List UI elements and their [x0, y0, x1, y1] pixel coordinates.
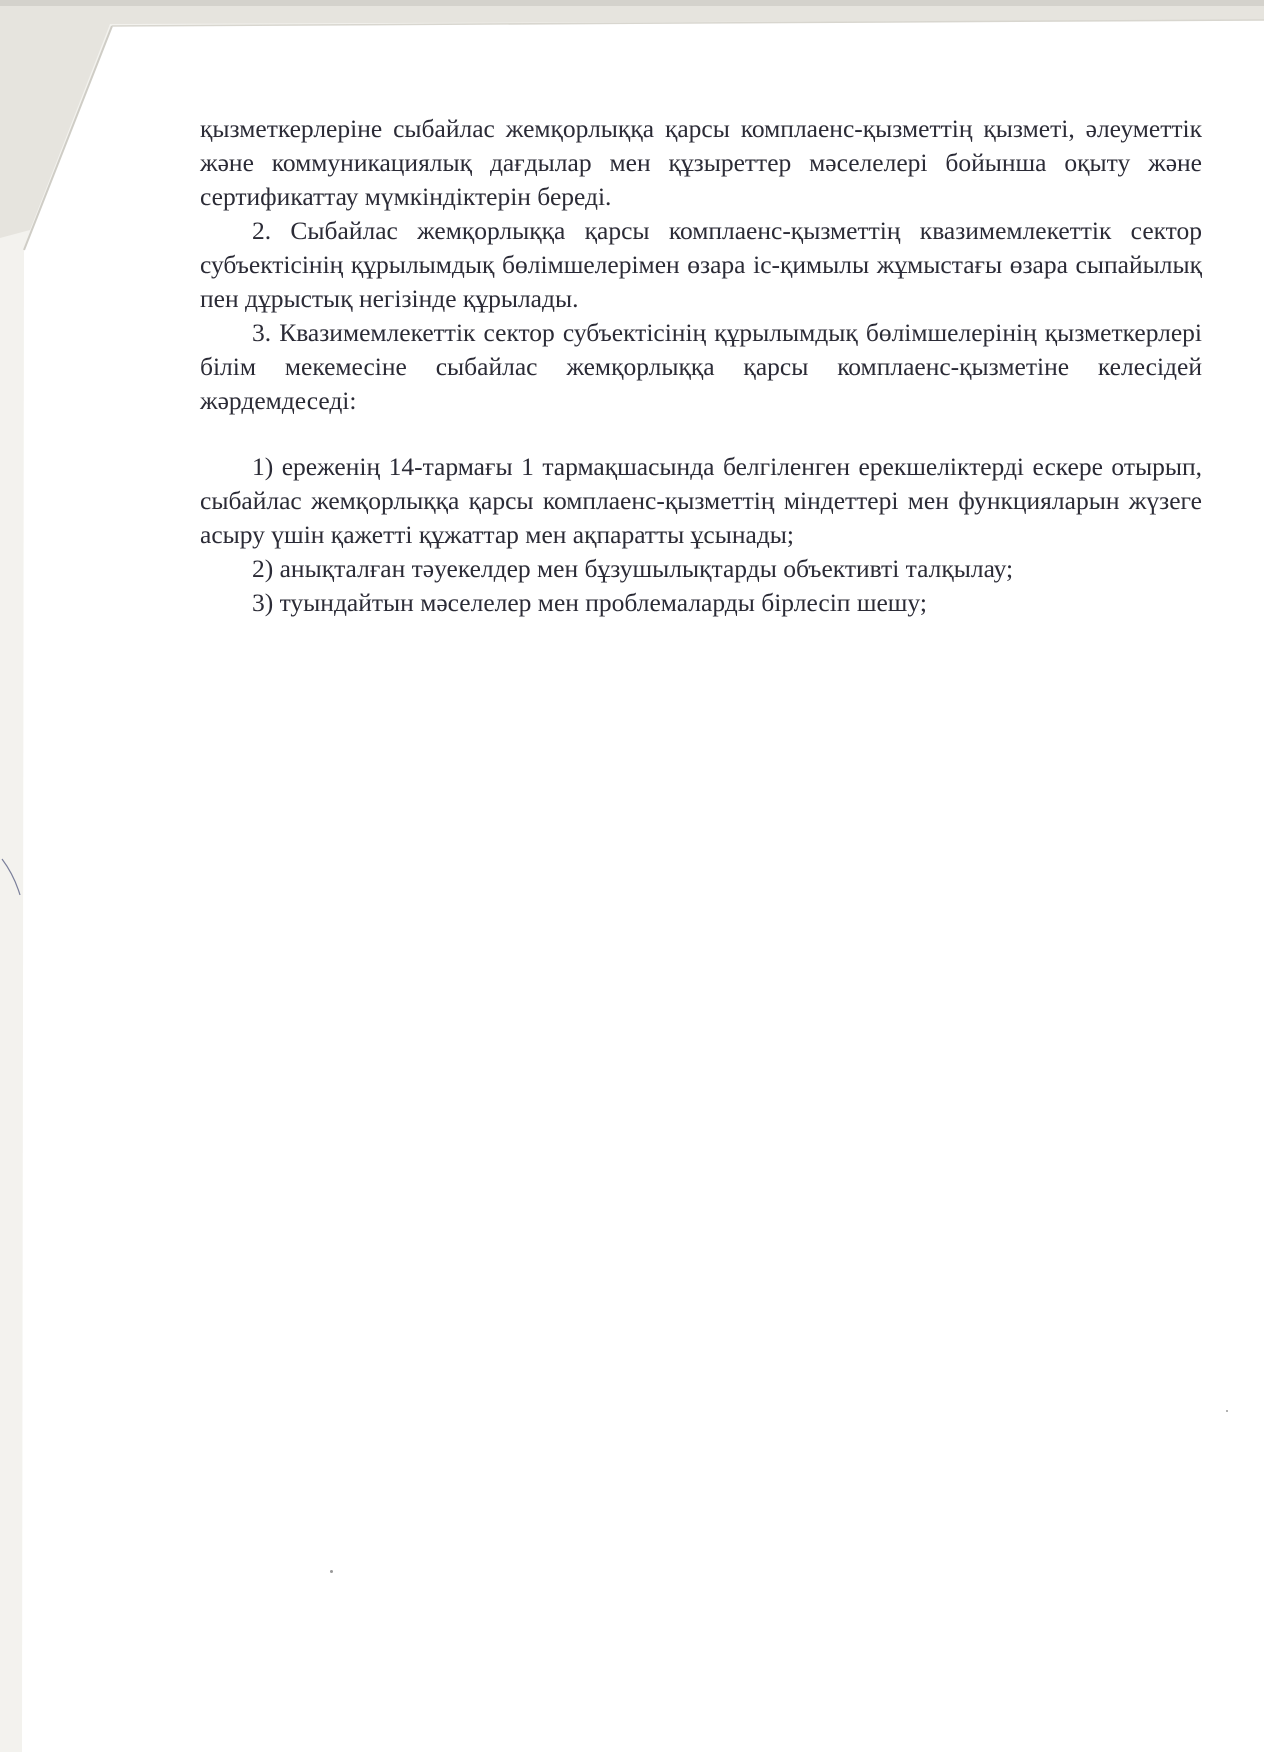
scan-speck: [330, 1570, 333, 1573]
scan-speck: [1226, 1410, 1228, 1412]
list-item-2: 2) анықталған тәуекелдер мен бұзушылықтарды объективті талқылау;: [252, 554, 1014, 583]
pen-mark: [0, 855, 30, 915]
list-item-1: 1) ереженің 14-тармағы 1 тармақшасында белгіленген ерекшеліктерді ескере отырып, сыбайлас жемқорлыққа қарсы комплаенс-қызметтің міндеттері мен функцияларын жүзеге асыру үшін қажетті құжаттар мен ақпаратты ұсынады;: [200, 452, 1202, 549]
paragraph-1: қызметкерлеріне сыбайлас жемқорлыққа қарсы комплаенс-қызметтің қызметі, әлеуметтік және коммуникациялық дағдылар мен құзыреттер мәселелері бойынша оқыту және сертификаттау мүмкіндіктерін береді.: [200, 114, 1202, 211]
document-body: [200, 112, 1202, 620]
list-item-3: 3) туындайтын мәселелер мен проблемаларды бірлесіп шешу;: [252, 588, 927, 617]
paragraph-3: 3. Квазимемлекеттік сектор субъектісінің құрылымдық бөлімшелерінің қызметкерлері білім мекемесіне сыбайлас жемқорлыққа қарсы комплаенс-қызметіне келесідей жәрдемдеседі:: [200, 318, 1202, 415]
spacer: [200, 418, 1202, 450]
paragraph-2: 2. Сыбайлас жемқорлыққа қарсы комплаенс-қызметтің квазимемлекеттік сектор субъектісінің құрылымдық бөлімшелерімен өзара іс-қимылы жұмыстағы өзара сыпайылық пен дұрыстық негізінде құрылады.: [200, 216, 1202, 313]
